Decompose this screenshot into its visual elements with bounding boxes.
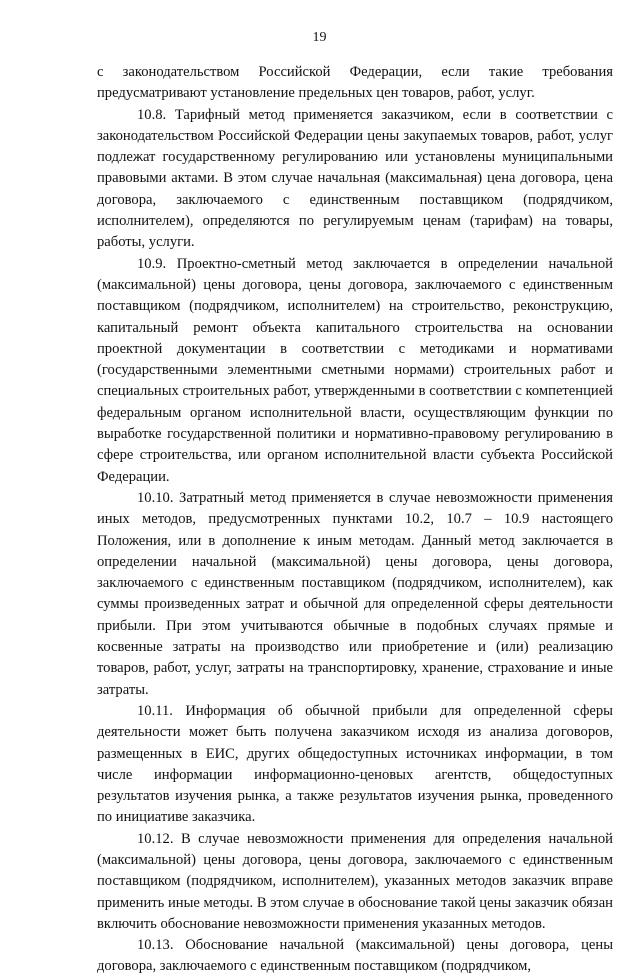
- paragraph-10-8: 10.8. Тарифный метод применяется заказчиком, если в соответствии с законодательством Российской Федерации цены закупаемых товаров, работ, услуг подлежат государственному регулированию или установлены муниципальными правовыми актами. В этом случае начальная (максимальная) цена договора, цена договора, заключаемого с единственным поставщиком (подрядчиком, исполнителем), определяются по регулируемым ценам (тарифам) на товары, работы, услуги.: [97, 106, 613, 251]
- paragraph-10-10: 10.10. Затратный метод применяется в случае невозможности применения иных методов, предусмотренных пунктами 10.2, 10.7 – 10.9 настоящего Положения, или в дополнение к иным методам. Данный метод заключается в определении начальной (максимальной) цены договора, цены договора, заключаемого с единственным поставщиком (подрядчиком, исполнителем), как суммы произведенных затрат и обычной для определенной сферы деятельности прибыли. При этом учитываются обычные в подобных случаях прямые и косвенные затраты на производство или приобретение и (или) реализацию товаров, работ, услуг, затраты на транспортировку, хранение, страхование и иные затраты.: [97, 489, 613, 698]
- paragraph-10-9: 10.9. Проектно-сметный метод заключается в определении начальной (максимальной) цены договора, цены договора, заключаемого с единственным поставщиком (подрядчиком, исполнителем) на строительство, реконструкцию, капитальный ремонт объекта капитального строительства на основании проектной документации в соответствии с методиками и нормативами (государственными элементными сметными нормами) строительных работ и специальных строительных работ, утвержденными в соответствии с компетенцией федеральным органом исполнительной власти, осуществляющим функции по выработке государственной политики и нормативно-правовому регулированию в сфере строительства, или органом исполнительной власти субъекта Российской Федерации.: [97, 255, 613, 485]
- paragraph-10-11: 10.11. Информация об обычной прибыли для определенной сферы деятельности может быть получена заказчиком исходя из анализа договоров, размещенных в ЕИС, других общедоступных источниках информации, в том числе информации информационно-ценовых агентств, общедоступных результатов изучения рынка, а также результатов изучения рынка, проведенного по инициативе заказчика.: [97, 702, 613, 826]
- paragraph-10-12: 10.12. В случае невозможности применения для определения начальной (максимальной) цены договора, цены договора, заключаемого с единственным поставщиком (подрядчиком, исполнителем), указанных методов заказчик вправе применить иные методы. В этом случае в обоснование такой цены заказчик обязан включить обоснование невозможности применения указанных методов.: [97, 830, 613, 932]
- paragraph-10-13: 10.13. Обоснование начальной (максимальной) цены договора, цены договора, заключаемого с единственным поставщиком (подрядчиком,: [97, 937, 613, 975]
- page-number: 19: [312, 30, 327, 45]
- paragraph-continuation: с законодательством Российской Федерации, если такие требования предусматривают установление предельных цен товаров, работ, услуг.: [97, 64, 613, 102]
- document-body: [97, 62, 613, 978]
